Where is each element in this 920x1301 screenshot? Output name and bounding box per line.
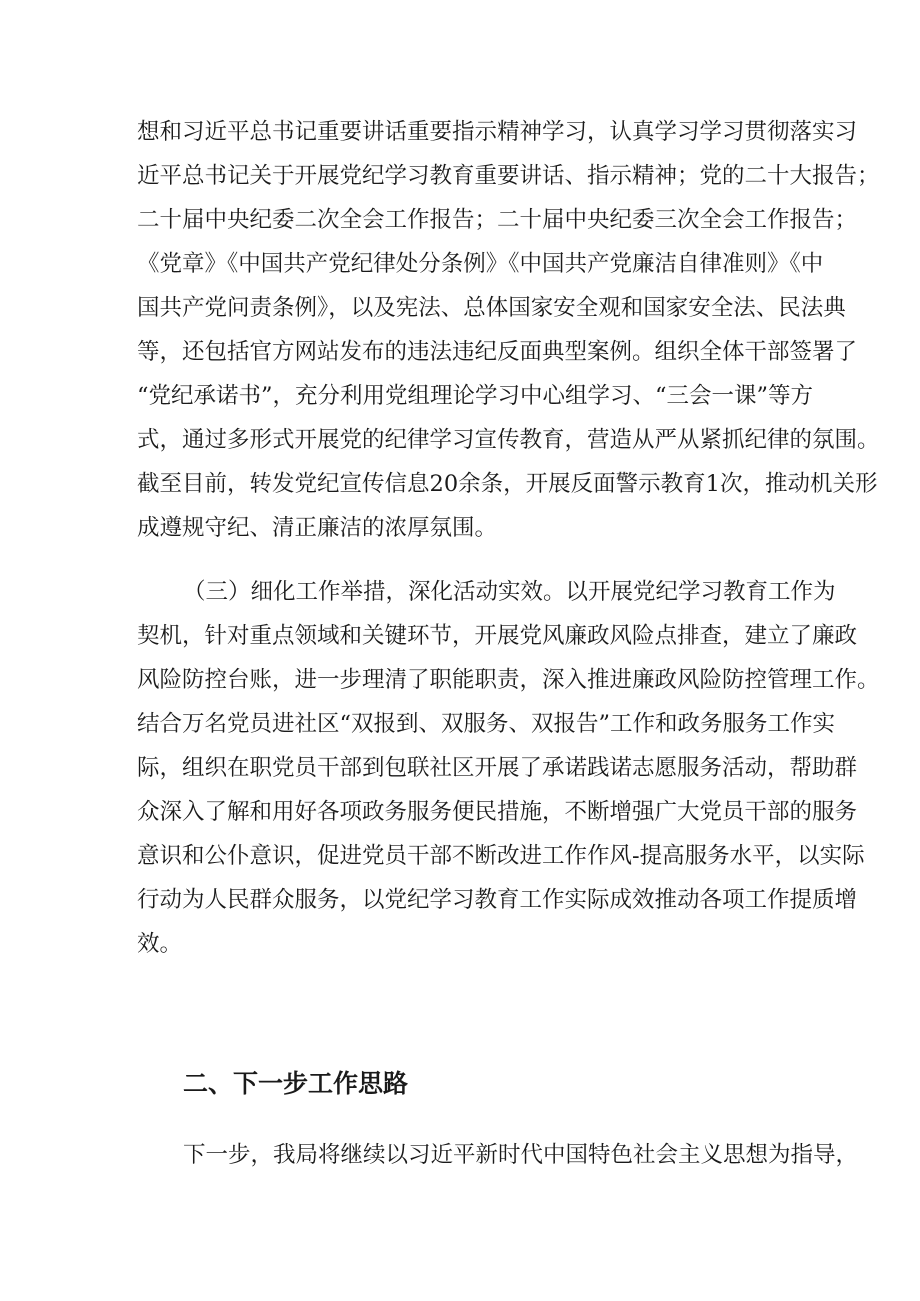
paragraph-1-line-3: 二十届中央纪委二次全会工作报告；二十届中央纪委三次全会工作报告； <box>137 207 858 233</box>
paragraph-2-line-4: 结合万名党员进社区“双报到、双服务、双报告”工作和政务服务工作实 <box>137 711 836 737</box>
paragraph-1-line-2: 近平总书记关于开展党纪学习教育重要讲话、指示精神；党的二十大报告； <box>137 163 880 189</box>
paragraph-1-line-10: 成遵规守纪、清正廉洁的浓厚氛围。 <box>137 515 498 541</box>
paragraph-1-line-9: 截至目前，转发党纪宣传信息20余条，开展反面警示教育1次，推动机关形 <box>137 471 878 497</box>
paragraph-2-line-1: （三）细化工作举措，深化活动实效。以开展党纪学习教育工作为 <box>183 579 836 605</box>
paragraph-2-line-8: 行动为人民群众服务，以党纪学习教育工作实际成效推动各项工作提质增 <box>137 887 858 913</box>
paragraph-2-line-2: 契机，针对重点领域和关键环节，开展党风廉政风险点排查，建立了廉政 <box>137 623 858 649</box>
paragraph-2-line-5: 际，组织在职党员干部到包联社区开展了承诺践诺志愿服务活动，帮助群 <box>137 755 858 781</box>
section-heading: 二、下一步工作思路 <box>183 1069 409 1098</box>
paragraph-2-line-7: 意识和公仆意识，促进党员干部不断改进工作作风-提高服务水平，以实际 <box>137 843 865 869</box>
paragraph-1-line-6: 等，还包括官方网站发布的违法违纪反面典型案例。组织全体干部签署了 <box>137 339 858 365</box>
paragraph-3-line-1: 下一步，我局将继续以习近平新时代中国特色社会主义思想为指导， <box>183 1142 859 1168</box>
paragraph-1-line-7: “党纪承诺书”，充分利用党组理论学习中心组学习、“三会一课”等方 <box>137 383 814 409</box>
paragraph-2-line-6: 众深入了解和用好各项政务服务便民措施，不断增强广大党员干部的服务 <box>137 799 858 825</box>
paragraph-1-line-4: 《党章》《中国共产党纪律处分条例》《中国共产党廉洁自律准则》《中 <box>137 251 824 277</box>
paragraph-1-line-1: 想和习近平总书记重要讲话重要指示精神学习，认真学习学习贯彻落实习 <box>137 119 858 145</box>
paragraph-1-line-5: 国共产党问责条例》，以及宪法、总体国家安全观和国家安全法、民法典 <box>137 295 846 321</box>
paragraph-2-line-3: 风险防控台账，进一步理清了职能职责，深入推进廉政风险防控管理工作。 <box>137 667 880 693</box>
paragraph-2-line-9: 效。 <box>137 931 183 957</box>
paragraph-1-line-8: 式，通过多形式开展党的纪律学习宣传教育，营造从严从紧抓纪律的氛围。 <box>137 427 880 453</box>
